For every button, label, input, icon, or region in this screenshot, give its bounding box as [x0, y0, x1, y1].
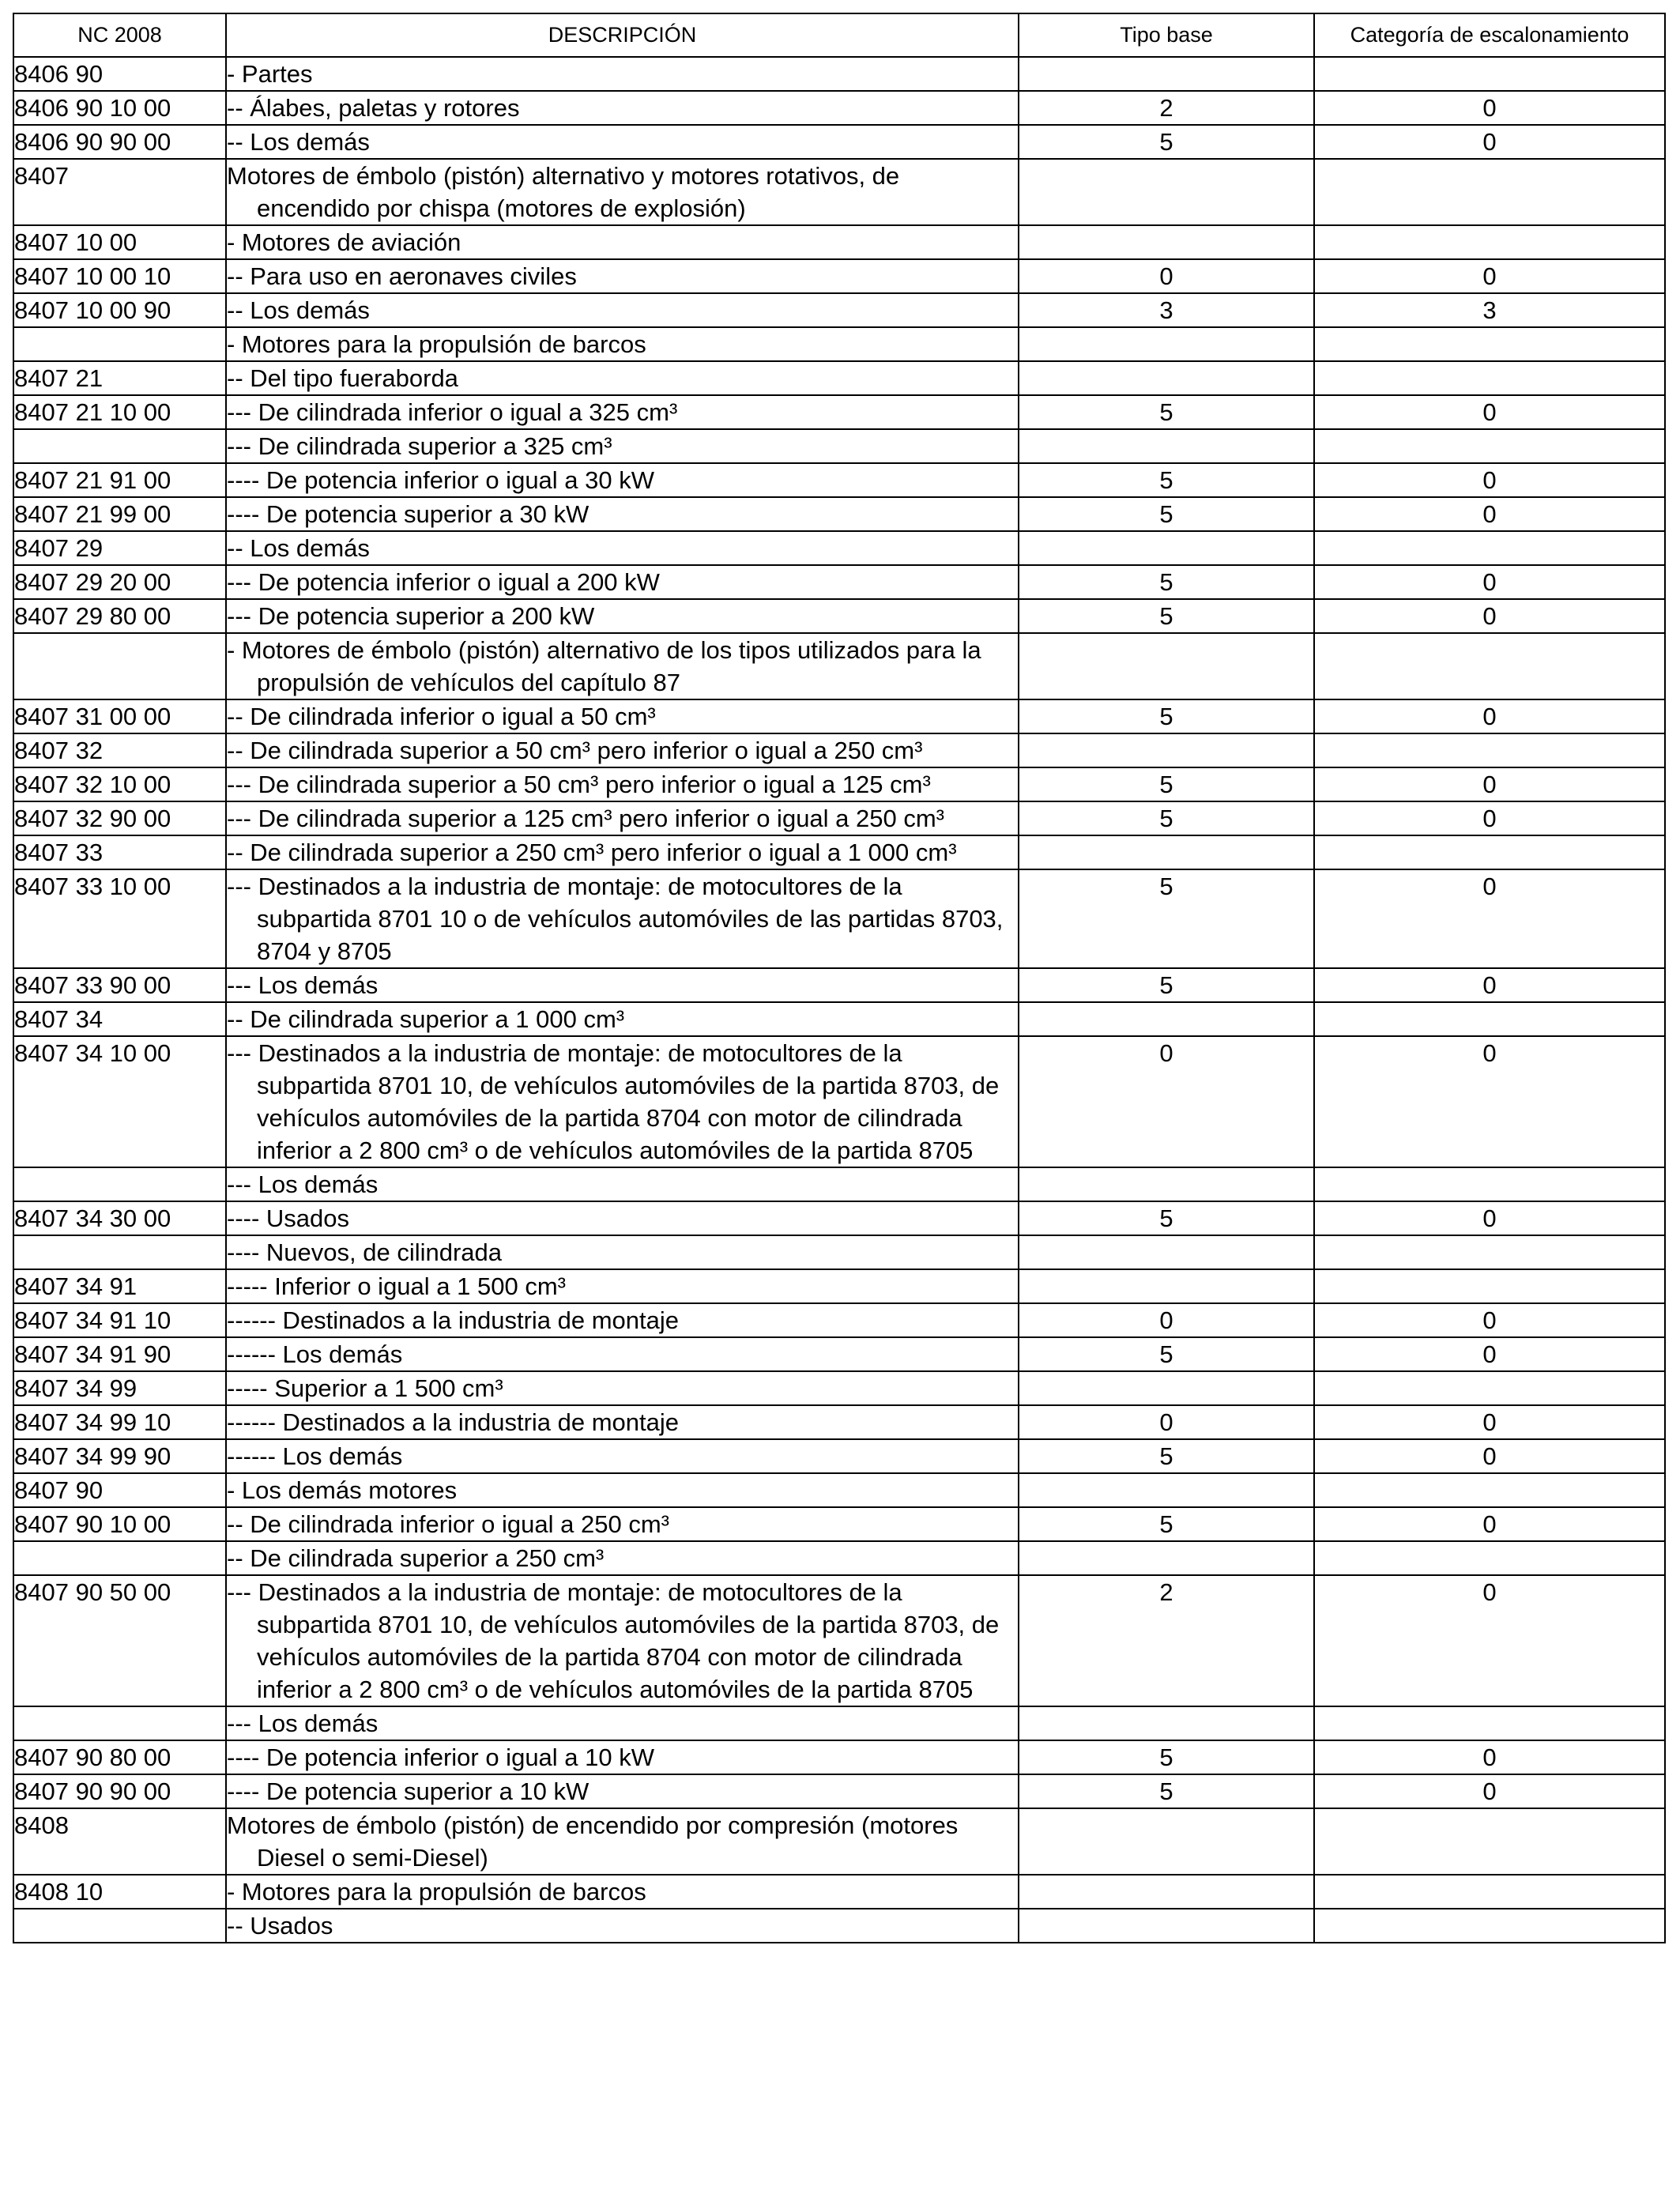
base-rate-cell: 0: [1019, 1036, 1314, 1167]
description-text: Motores de émbolo (pistón) alternativo y motores rotativos, de encendido por chispa (motores de explosión): [227, 162, 900, 222]
staging-category-cell: [1314, 1875, 1665, 1909]
nc-code-cell: 8407 33: [13, 835, 226, 869]
table-row: [13, 633, 1665, 699]
table-row: [13, 1036, 1665, 1167]
description-cell: [226, 293, 1019, 327]
nc-code-cell: 8407 90 90 00: [13, 1774, 226, 1808]
nc-code-cell: [13, 327, 226, 361]
description-cell: [226, 1167, 1019, 1201]
description-text: ------ Los demás: [227, 1340, 403, 1368]
description-text: - Motores para la propulsión de barcos: [227, 330, 646, 358]
table-row: [13, 1909, 1665, 1943]
description-cell: [226, 531, 1019, 565]
nc-code-cell: 8407 34: [13, 1002, 226, 1036]
base-rate-cell: 5: [1019, 1201, 1314, 1235]
base-rate-cell: [1019, 733, 1314, 767]
description-cell: [226, 1774, 1019, 1808]
description-cell: [226, 1371, 1019, 1405]
base-rate-cell: [1019, 57, 1314, 91]
table-row: [13, 395, 1665, 429]
description-cell: [226, 91, 1019, 125]
table-row: [13, 361, 1665, 395]
base-rate-cell: 5: [1019, 1774, 1314, 1808]
table-row: [13, 125, 1665, 159]
description-cell: [226, 1808, 1019, 1875]
staging-category-cell: 0: [1314, 869, 1665, 968]
description-cell: [226, 565, 1019, 599]
nc-code-cell: 8407 32: [13, 733, 226, 767]
description-cell: [226, 633, 1019, 699]
table-body: [13, 57, 1665, 1943]
description-text: - Los demás motores: [227, 1476, 458, 1504]
base-rate-cell: [1019, 835, 1314, 869]
staging-category-cell: [1314, 1002, 1665, 1036]
staging-category-cell: 0: [1314, 1036, 1665, 1167]
nc-code-cell: 8407 29: [13, 531, 226, 565]
staging-category-cell: 0: [1314, 91, 1665, 125]
table-row: [13, 1337, 1665, 1371]
description-cell: [226, 1875, 1019, 1909]
description-cell: [226, 259, 1019, 293]
base-rate-cell: 5: [1019, 463, 1314, 497]
staging-category-cell: [1314, 633, 1665, 699]
description-cell: [226, 1235, 1019, 1269]
base-rate-cell: 3: [1019, 293, 1314, 327]
staging-category-cell: [1314, 57, 1665, 91]
staging-category-cell: 0: [1314, 767, 1665, 801]
staging-category-cell: 0: [1314, 259, 1665, 293]
nc-code-cell: 8406 90 90 00: [13, 125, 226, 159]
base-rate-cell: [1019, 633, 1314, 699]
table-row: [13, 1002, 1665, 1036]
nc-code-cell: 8407 10 00 90: [13, 293, 226, 327]
staging-category-cell: [1314, 1541, 1665, 1575]
description-cell: [226, 1036, 1019, 1167]
description-cell: [226, 801, 1019, 835]
staging-category-cell: [1314, 1371, 1665, 1405]
description-cell: [226, 1706, 1019, 1740]
base-rate-cell: [1019, 1706, 1314, 1740]
description-text: --- Los demás: [227, 1710, 379, 1737]
nc-code-cell: 8407 34 91 10: [13, 1303, 226, 1337]
staging-category-cell: 0: [1314, 968, 1665, 1002]
staging-category-cell: [1314, 531, 1665, 565]
table-row: [13, 1541, 1665, 1575]
base-rate-cell: [1019, 1808, 1314, 1875]
description-text: --- Los demás: [227, 1171, 379, 1198]
base-rate-cell: 0: [1019, 1303, 1314, 1337]
description-text: --- Los demás: [227, 971, 379, 999]
table-row: [13, 1303, 1665, 1337]
base-rate-cell: 5: [1019, 1439, 1314, 1473]
staging-category-cell: [1314, 1473, 1665, 1507]
header-staging-category: Categoría de escalonamiento: [1314, 13, 1665, 57]
base-rate-cell: [1019, 429, 1314, 463]
base-rate-cell: [1019, 531, 1314, 565]
description-cell: [226, 159, 1019, 225]
staging-category-cell: 0: [1314, 1405, 1665, 1439]
base-rate-cell: 0: [1019, 259, 1314, 293]
table-row: [13, 1201, 1665, 1235]
nc-code-cell: 8407 31 00 00: [13, 699, 226, 733]
table-row: [13, 733, 1665, 767]
staging-category-cell: 0: [1314, 1201, 1665, 1235]
staging-category-cell: [1314, 361, 1665, 395]
description-cell: [226, 1303, 1019, 1337]
table-row: [13, 1269, 1665, 1303]
table-row: [13, 699, 1665, 733]
base-rate-cell: 0: [1019, 1405, 1314, 1439]
nc-code-cell: 8407 34 30 00: [13, 1201, 226, 1235]
tariff-table: [13, 13, 1666, 1943]
base-rate-cell: [1019, 1473, 1314, 1507]
table-row: [13, 1808, 1665, 1875]
description-cell: [226, 1002, 1019, 1036]
nc-code-cell: 8407 90 10 00: [13, 1507, 226, 1541]
base-rate-cell: [1019, 1269, 1314, 1303]
description-text: -- Los demás: [227, 534, 370, 562]
description-text: ---- De potencia inferior o igual a 10 kW: [227, 1744, 655, 1771]
nc-code-cell: [13, 1909, 226, 1943]
table-row: [13, 968, 1665, 1002]
base-rate-cell: [1019, 1875, 1314, 1909]
base-rate-cell: 5: [1019, 767, 1314, 801]
description-text: --- De cilindrada superior a 125 cm³ pero inferior o igual a 250 cm³: [227, 805, 945, 832]
base-rate-cell: 2: [1019, 1575, 1314, 1706]
staging-category-cell: 0: [1314, 801, 1665, 835]
base-rate-cell: 5: [1019, 599, 1314, 633]
nc-code-cell: 8407 21 10 00: [13, 395, 226, 429]
description-cell: [226, 395, 1019, 429]
table-row: [13, 1575, 1665, 1706]
nc-code-cell: [13, 1235, 226, 1269]
staging-category-cell: [1314, 1808, 1665, 1875]
staging-category-cell: 0: [1314, 1303, 1665, 1337]
description-cell: [226, 1541, 1019, 1575]
table-row: [13, 1507, 1665, 1541]
description-text: - Motores de aviación: [227, 228, 461, 256]
header-code: NC 2008: [13, 13, 226, 57]
staging-category-cell: 0: [1314, 1740, 1665, 1774]
nc-code-cell: 8407 34 99 10: [13, 1405, 226, 1439]
nc-code-cell: 8407 33 90 00: [13, 968, 226, 1002]
description-cell: [226, 869, 1019, 968]
staging-category-cell: 0: [1314, 1507, 1665, 1541]
table-row: [13, 259, 1665, 293]
description-cell: [226, 1909, 1019, 1943]
description-cell: [226, 497, 1019, 531]
table-row: [13, 225, 1665, 259]
description-text: --- Destinados a la industria de montaje: de motocultores de la subpartida 8701 10, de vehículos automóviles de la partida 8703, de vehículos automóviles de la partida 8704 con motor de cilindrada inferior a 2 800 cm³ o de vehículos automóviles de la partida 8705: [227, 1578, 1000, 1703]
table-row: [13, 1371, 1665, 1405]
base-rate-cell: 5: [1019, 497, 1314, 531]
table-row: [13, 1706, 1665, 1740]
description-text: ---- Usados: [227, 1204, 350, 1232]
description-cell: [226, 1439, 1019, 1473]
nc-code-cell: 8407 34 99 90: [13, 1439, 226, 1473]
description-text: -- De cilindrada superior a 50 cm³ pero inferior o igual a 250 cm³: [227, 737, 923, 764]
staging-category-cell: 0: [1314, 463, 1665, 497]
table-row: [13, 497, 1665, 531]
staging-category-cell: [1314, 225, 1665, 259]
nc-code-cell: [13, 429, 226, 463]
table-row: [13, 835, 1665, 869]
base-rate-cell: [1019, 1235, 1314, 1269]
nc-code-cell: 8407 10 00: [13, 225, 226, 259]
description-text: -- Los demás: [227, 128, 370, 156]
description-text: ---- De potencia superior a 10 kW: [227, 1777, 590, 1805]
description-text: --- De cilindrada inferior o igual a 325 cm³: [227, 398, 678, 426]
table-row: [13, 767, 1665, 801]
table-row: [13, 565, 1665, 599]
base-rate-cell: 5: [1019, 801, 1314, 835]
nc-code-cell: 8407 10 00 10: [13, 259, 226, 293]
table-row: [13, 293, 1665, 327]
table-row: [13, 463, 1665, 497]
description-cell: [226, 463, 1019, 497]
staging-category-cell: 3: [1314, 293, 1665, 327]
description-text: -- De cilindrada superior a 250 cm³ pero inferior o igual a 1 000 cm³: [227, 839, 957, 866]
nc-code-cell: 8407 21: [13, 361, 226, 395]
table-row: [13, 1439, 1665, 1473]
description-cell: [226, 1507, 1019, 1541]
table-row: [13, 1740, 1665, 1774]
description-cell: [226, 361, 1019, 395]
description-text: - Motores para la propulsión de barcos: [227, 1878, 646, 1906]
nc-code-cell: 8407 90 80 00: [13, 1740, 226, 1774]
table-row: [13, 869, 1665, 968]
base-rate-cell: 2: [1019, 91, 1314, 125]
description-cell: [226, 327, 1019, 361]
description-text: ------ Los demás: [227, 1442, 403, 1470]
table-row: [13, 531, 1665, 565]
nc-code-cell: 8407 33 10 00: [13, 869, 226, 968]
description-cell: [226, 1269, 1019, 1303]
description-text: -- Usados: [227, 1912, 333, 1940]
table-row: [13, 1473, 1665, 1507]
table-row: [13, 159, 1665, 225]
description-cell: [226, 599, 1019, 633]
description-text: Motores de émbolo (pistón) de encendido por compresión (motores Diesel o semi-Diesel): [227, 1811, 959, 1872]
staging-category-cell: [1314, 1909, 1665, 1943]
description-text: --- Destinados a la industria de montaje: de motocultores de la subpartida 8701 10 o de vehículos automóviles de las partidas 8703, 8704 y 8705: [227, 873, 1004, 965]
staging-category-cell: [1314, 159, 1665, 225]
staging-category-cell: 0: [1314, 1774, 1665, 1808]
description-text: ------ Destinados a la industria de montaje: [227, 1408, 680, 1436]
header-base-rate: Tipo base: [1019, 13, 1314, 57]
description-cell: [226, 1405, 1019, 1439]
base-rate-cell: [1019, 225, 1314, 259]
staging-category-cell: 0: [1314, 1337, 1665, 1371]
nc-code-cell: 8407 32 10 00: [13, 767, 226, 801]
description-cell: [226, 1201, 1019, 1235]
staging-category-cell: 0: [1314, 1575, 1665, 1706]
description-cell: [226, 835, 1019, 869]
description-text: ----- Superior a 1 500 cm³: [227, 1374, 503, 1402]
base-rate-cell: 5: [1019, 699, 1314, 733]
nc-code-cell: 8407 90: [13, 1473, 226, 1507]
description-cell: [226, 1740, 1019, 1774]
nc-code-cell: [13, 1706, 226, 1740]
nc-code-cell: 8406 90 10 00: [13, 91, 226, 125]
description-cell: [226, 57, 1019, 91]
description-text: --- De potencia superior a 200 kW: [227, 602, 595, 630]
base-rate-cell: 5: [1019, 1740, 1314, 1774]
description-text: -- Del tipo fueraborda: [227, 364, 458, 392]
description-text: -- De cilindrada inferior o igual a 50 cm³: [227, 703, 656, 730]
description-text: --- De cilindrada superior a 325 cm³: [227, 432, 612, 460]
table-row: [13, 1875, 1665, 1909]
staging-category-cell: [1314, 1167, 1665, 1201]
table-row: [13, 599, 1665, 633]
base-rate-cell: [1019, 1541, 1314, 1575]
nc-code-cell: 8407 34 91: [13, 1269, 226, 1303]
staging-category-cell: [1314, 835, 1665, 869]
description-cell: [226, 968, 1019, 1002]
staging-category-cell: [1314, 429, 1665, 463]
nc-code-cell: [13, 1541, 226, 1575]
staging-category-cell: [1314, 1235, 1665, 1269]
base-rate-cell: [1019, 159, 1314, 225]
base-rate-cell: [1019, 1002, 1314, 1036]
nc-code-cell: 8407 21 91 00: [13, 463, 226, 497]
base-rate-cell: [1019, 327, 1314, 361]
staging-category-cell: [1314, 1706, 1665, 1740]
description-cell: [226, 429, 1019, 463]
staging-category-cell: [1314, 1269, 1665, 1303]
table-row: [13, 327, 1665, 361]
table-row: [13, 1774, 1665, 1808]
nc-code-cell: [13, 1167, 226, 1201]
description-text: -- Los demás: [227, 296, 370, 324]
description-text: --- De cilindrada superior a 50 cm³ pero inferior o igual a 125 cm³: [227, 771, 931, 798]
description-text: --- Destinados a la industria de montaje: de motocultores de la subpartida 8701 10, de vehículos automóviles de la partida 8703, de vehículos automóviles de la partida 8704 con motor de cilindrada inferior a 2 800 cm³ o de vehículos automóviles de la partida 8705: [227, 1039, 1000, 1164]
table-row: [13, 91, 1665, 125]
description-cell: [226, 1337, 1019, 1371]
description-cell: [226, 1575, 1019, 1706]
base-rate-cell: [1019, 1371, 1314, 1405]
nc-code-cell: 8407 90 50 00: [13, 1575, 226, 1706]
base-rate-cell: 5: [1019, 869, 1314, 968]
description-cell: [226, 699, 1019, 733]
description-text: ---- De potencia superior a 30 kW: [227, 500, 590, 528]
description-text: -- Álabes, paletas y rotores: [227, 94, 520, 122]
description-cell: [226, 225, 1019, 259]
description-text: -- De cilindrada inferior o igual a 250 cm³: [227, 1510, 669, 1538]
staging-category-cell: 0: [1314, 395, 1665, 429]
base-rate-cell: 5: [1019, 125, 1314, 159]
staging-category-cell: [1314, 733, 1665, 767]
nc-code-cell: 8408: [13, 1808, 226, 1875]
staging-category-cell: 0: [1314, 497, 1665, 531]
table-row: [13, 1405, 1665, 1439]
staging-category-cell: 0: [1314, 1439, 1665, 1473]
nc-code-cell: 8407 34 10 00: [13, 1036, 226, 1167]
nc-code-cell: 8408 10: [13, 1875, 226, 1909]
nc-code-cell: 8406 90: [13, 57, 226, 91]
nc-code-cell: 8407 21 99 00: [13, 497, 226, 531]
base-rate-cell: 5: [1019, 395, 1314, 429]
table-row: [13, 1167, 1665, 1201]
description-cell: [226, 125, 1019, 159]
header-row: [13, 13, 1665, 57]
base-rate-cell: [1019, 1909, 1314, 1943]
base-rate-cell: [1019, 361, 1314, 395]
base-rate-cell: 5: [1019, 1507, 1314, 1541]
nc-code-cell: 8407 34 91 90: [13, 1337, 226, 1371]
description-cell: [226, 1473, 1019, 1507]
header-description: DESCRIPCIÓN: [226, 13, 1019, 57]
table-row: [13, 801, 1665, 835]
nc-code-cell: 8407 29 80 00: [13, 599, 226, 633]
description-text: -- Para uso en aeronaves civiles: [227, 262, 577, 290]
staging-category-cell: 0: [1314, 565, 1665, 599]
description-text: - Partes: [227, 60, 313, 88]
nc-code-cell: [13, 633, 226, 699]
base-rate-cell: 5: [1019, 565, 1314, 599]
nc-code-cell: 8407 29 20 00: [13, 565, 226, 599]
table-row: [13, 1235, 1665, 1269]
description-text: ----- Inferior o igual a 1 500 cm³: [227, 1272, 566, 1300]
description-text: ---- De potencia inferior o igual a 30 kW: [227, 466, 655, 494]
description-text: --- De potencia inferior o igual a 200 kW: [227, 568, 660, 596]
table-row: [13, 429, 1665, 463]
staging-category-cell: [1314, 327, 1665, 361]
base-rate-cell: 5: [1019, 968, 1314, 1002]
nc-code-cell: 8407 32 90 00: [13, 801, 226, 835]
staging-category-cell: 0: [1314, 599, 1665, 633]
nc-code-cell: 8407 34 99: [13, 1371, 226, 1405]
description-text: ------ Destinados a la industria de montaje: [227, 1306, 680, 1334]
description-cell: [226, 733, 1019, 767]
description-text: -- De cilindrada superior a 250 cm³: [227, 1544, 605, 1572]
description-text: ---- Nuevos, de cilindrada: [227, 1238, 503, 1266]
table-row: [13, 57, 1665, 91]
base-rate-cell: [1019, 1167, 1314, 1201]
base-rate-cell: 5: [1019, 1337, 1314, 1371]
staging-category-cell: 0: [1314, 125, 1665, 159]
description-cell: [226, 767, 1019, 801]
nc-code-cell: 8407: [13, 159, 226, 225]
staging-category-cell: 0: [1314, 699, 1665, 733]
description-text: -- De cilindrada superior a 1 000 cm³: [227, 1005, 625, 1033]
description-text: - Motores de émbolo (pistón) alternativo de los tipos utilizados para la propulsión de vehículos del capítulo 87: [227, 636, 981, 696]
